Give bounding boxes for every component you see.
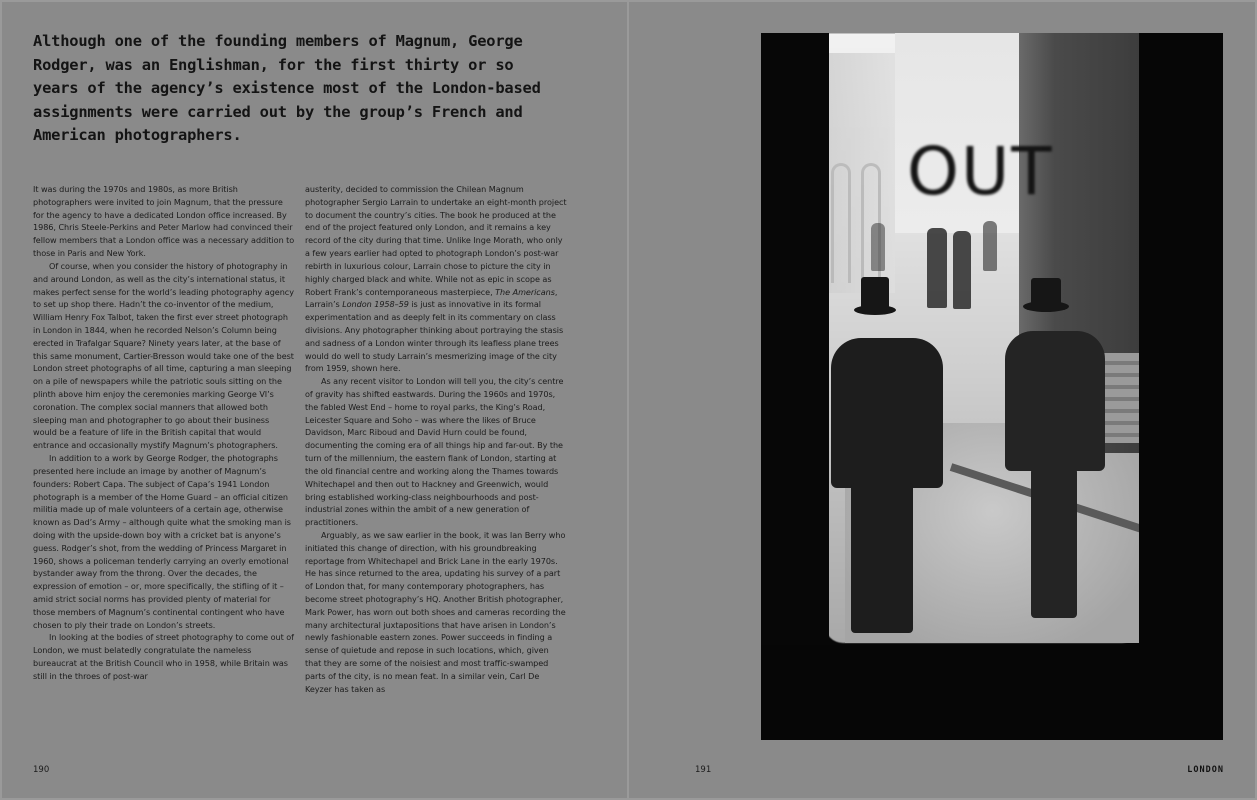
photo-distant-walker [927, 228, 947, 308]
photo-top-hat [1031, 278, 1061, 306]
photo-distant-walker [953, 231, 971, 309]
paragraph: In addition to a work by George Rodger, the photographs presented here include an image by another of Magnum’s founders: Robert Capa. The subject of Capa’s 1941 London photograph is a member of the Home Guard – an official citizen militia made up of male volunteers of a certain age, otherwise known as Dad’s Army – although quite what the smoking man is doing with the upside-down boy with a cricket bat is anyone’s guess. Rodger’s shot, from the wedding of Princess Margaret in 1960, shows a policeman tenderly carrying an overly emotional bystander away from the throng. Over the decades, the expression of emotion – or, more specifically, the stifling of it – amid strict social norms has provided plenty of material for those members of Magnum’s continental contingent who have chosen to ply their trade on London’s streets. [33, 453, 291, 630]
paragraph: It was during the 1970s and 1980s, as more British photographers were invited to join Magnum, that the pressure for the agency to have a dedicated London office increased. By 1986, Chris Steele-Perkins and Peter Marlow had convinced their fellow members that a London office was a necessary addition to those in Paris and New York. [33, 184, 295, 259]
photo-man-right-body [1005, 331, 1105, 471]
page-number-left: 190 [33, 765, 50, 775]
text-run: is just as innovative in its formal experimentation and as deeply felt in its commentary on class divisions. Any photographer thinking about portraying the stasis and sadness of a London winter through its leafless plane trees would do well to study Larrain’s mesmerizing image of the city from 1959, shown here. [305, 299, 564, 374]
photo-man-left-body [831, 338, 943, 488]
book-title-london-1958-59: London 1958–59 [342, 299, 409, 310]
running-head-section: LONDON [1187, 765, 1224, 775]
text-run: austerity, decided to commission the Chilean Magnum photographer Sergio Larrain to undertake an eight-month project to document the country’s cities. The book he produced at the end of the project featured only London, and it remains a key record of the city during that time. Unlike Inge Morath, who only a few years earlier had opted to photograph London’s post-war rebirth in luxurious colour, Larrain chose to picture the city in highly charged black and white. While not as epic in scope as Robert Frank’s contemporaneous masterpiece, [305, 184, 567, 297]
photo-man-right-legs [1031, 468, 1077, 618]
text-run: , Larrain’s [305, 286, 558, 310]
paragraph: As any recent visitor to London will tell you, the city’s centre of gravity has shifted eastwards. During the 1960s and 1970s, the fabled West End – home to royal parks, the King’s Road, Leicester Square and Soho – was where the likes of Bruce Davidson, Marc Riboud and David Hurn could be found, documenting the coming era of all things hip and far-out. By the turn of the millennium, the eastern flank of London, starting at the old financial centre and working along the Thames towards Whitechapel and then out to Hackney and Greenwich, would bring established working-class neighbourhoods and post-industrial zones within the ambit of a new generation of practitioners. [305, 376, 564, 528]
photo-door-sign-out: OUT [907, 133, 1054, 210]
photo-top-hat [861, 277, 889, 309]
page-number-right: 191 [695, 765, 712, 775]
photo-distant-walker [983, 221, 997, 271]
body-column-2 [305, 183, 567, 696]
book-title-the-americans: The Americans [495, 286, 555, 297]
paragraph [305, 183, 567, 375]
right-page [629, 0, 1257, 800]
paragraph: In looking at the bodies of street photography to come out of London, we must belatedly congratulate the nameless bureaucrat at the British Council who in 1958, while Britain was still in the throes of post-war [33, 632, 294, 681]
photo-arch [831, 163, 851, 283]
photo-threshold-shadow [761, 645, 1223, 740]
photo-steps [1101, 353, 1141, 443]
photo-man-left-legs [851, 483, 913, 633]
photo-distant-walker [871, 223, 885, 271]
standfirst-heading: Although one of the founding members of Magnum, George Rodger, was an Englishman, for the first thirty or so years of the agency’s existence most of the London-based assignments were carried out by the group’s French and American photographers. [33, 32, 541, 145]
photograph-top-hats-out-door [761, 33, 1223, 740]
left-page [0, 0, 627, 800]
paragraph: Of course, when you consider the history of photography in and around London, as well as the city’s international status, it makes perfect sense for the world’s leading photography agency to set up shop there. Hadn’t the co-inventor of the medium, William Henry Fox Talbot, taken the first ever street photograph in London in 1844, when he recorded Nelson’s Column being erected in Trafalgar Square? Ninety years later, at the base of this same monument, Cartier-Bresson would take one of the best London street photographs of all time, capturing a man sleeping on a pile of newspapers while the patriotic souls sitting on the plinth above him enjoy the ceremonies marking George VI’s coronation. The complex social manners that allowed both sleeping man and photographer to go about their business would be a feature of life in the British capital that would entrance and occasionally mystify Magnum’s photographers. [33, 260, 294, 451]
body-column-1 [33, 183, 295, 683]
paragraph: Arguably, as we saw earlier in the book, it was Ian Berry who initiated this change of direction, with his groundbreaking reportage from Whitechapel and Brick Lane in the early 1970s. He has since returned to the area, updating his survey of a part of London that, for many contemporary photographers, has become street photography’s HQ. Another British photographer, Mark Power, has worn out both shoes and cameras recording the many architectural juxtapositions that have arisen in London’s newly fashionable eastern zones. Power succeeds in finding a sense of quietude and repose in such locations, which, given that they are some of the noisiest and most traffic-swamped parts of the city, is no mean feat. In a similar vein, Carl De Keyzer has taken as [305, 529, 566, 694]
photo-left-door-frame [761, 33, 829, 740]
photo-right-door-frame [1139, 33, 1223, 740]
